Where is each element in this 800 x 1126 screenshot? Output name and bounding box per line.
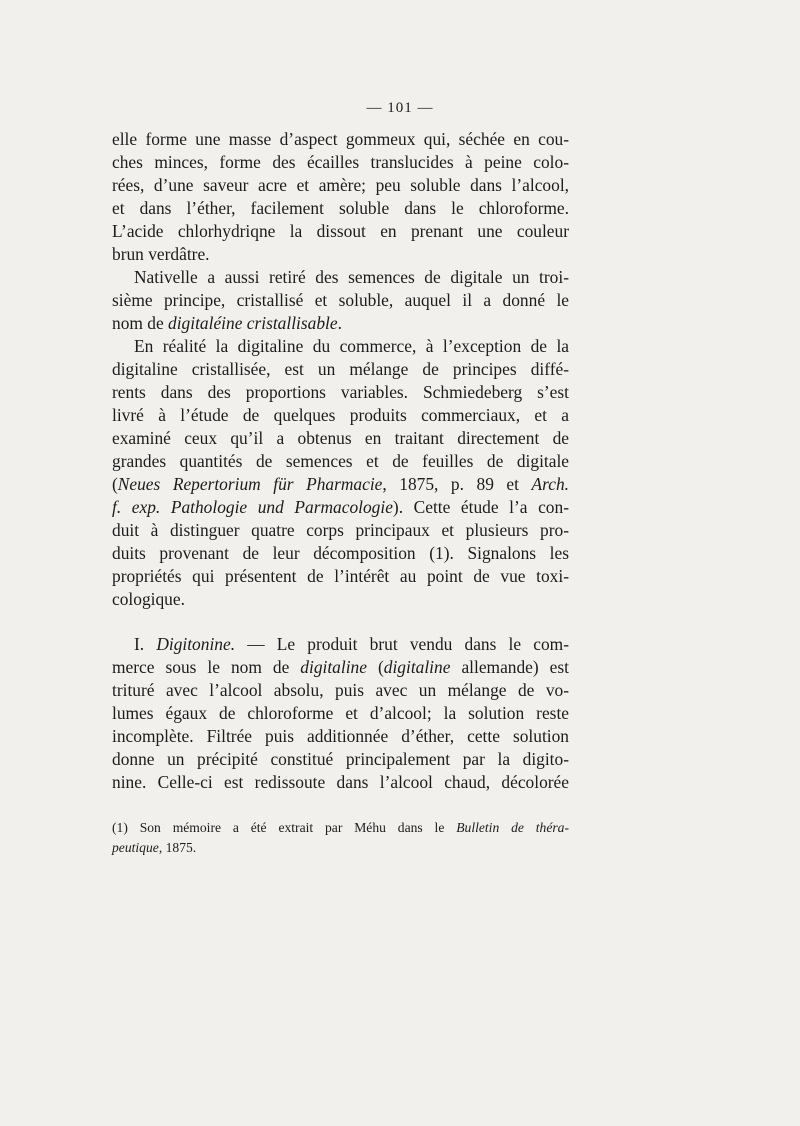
paragraph [112,335,569,611]
text-line: Nativelle a aussi retiré des semences de digitale un troi- [134,267,569,287]
footnote [112,818,569,858]
text-line: rées, d’une saveur acre et amère; peu soluble dans l’alcool, [112,175,569,195]
text-line: trituré avec l’alcool absolu, puis avec un mélange de vo- [112,680,569,700]
footnote-line [112,818,569,838]
text-line [112,656,569,679]
text-line: duit à distinguer quatre corps principaux et plusieurs pro- [112,520,569,540]
text-line: examiné ceux qu’il a obtenus en traitant directement de [112,428,569,448]
text-line: grandes quantités de semences et de feuilles de digitale [112,451,569,471]
text-line: brun verdâtre. [112,244,210,264]
text-line [112,496,569,519]
page-number: — 101 — [366,100,434,116]
text-line: ches minces, forme des écailles translucides à peine colo- [112,152,569,172]
paragraph [112,633,569,794]
text-line [112,473,569,496]
text-line [112,312,569,335]
text-fragment: nom de digitaléine cristallisable. [112,313,342,333]
text-line: elle forme une masse d’aspect gommeux qui, séchée en cou- [112,129,569,149]
footnote-line [112,838,569,858]
text-line: incomplète. Filtrée puis additionnée d’éther, cette solution [112,726,569,746]
text-line: En réalité la digitaline du commerce, à l’exception de la [134,336,569,356]
text-line: duits provenant de leur décomposition (1). Signalons les [112,543,569,563]
body-text [112,128,569,794]
text-line: propriétés qui présentent de l’intérêt au point de vue toxi- [112,566,569,586]
text-fragment: merce sous le nom de digitaline (digitaline allemande) est [112,657,570,677]
text-fragment: I. Digitonine. — Le produit brut vendu dans le com- [134,634,569,654]
text-line [112,633,569,656]
text-line: nine. Celle-ci est redissoute dans l’alcool chaud, décolorée [112,772,569,792]
text-fragment: peutique, 1875. [112,840,197,855]
text-line: donne un précipité constitué principalement par la digito- [112,749,569,769]
text-fragment: (Neues Repertorium für Pharmacie, 1875, p. 89 et Arch. [112,474,570,494]
text-line: rents dans des proportions variables. Schmiedeberg s’est [112,382,569,402]
text-line: cologique. [112,589,185,609]
text-fragment: f. exp. Pathologie und Parmacologie). Cette étude l’a con- [112,497,569,517]
paragraph [112,128,569,266]
text-line: L’acide chlorhydriqne la dissout en prenant une couleur [112,221,569,241]
text-line: sième principe, cristallisé et soluble, auquel il a donné le [112,290,569,310]
paragraph [112,266,569,335]
text-line: et dans l’éther, facilement soluble dans le chloroforme. [112,198,569,218]
paragraph-gap [112,611,569,633]
text-fragment: (1) Son mémoire a été extrait par Méhu dans le Bulletin de théra- [112,820,570,835]
text-line: digitaline cristallisée, est un mélange de principes diffé- [112,359,569,379]
text-line: livré à l’étude de quelques produits commerciaux, et a [112,405,569,425]
text-line: lumes égaux de chloroforme et d’alcool; la solution reste [112,703,569,723]
